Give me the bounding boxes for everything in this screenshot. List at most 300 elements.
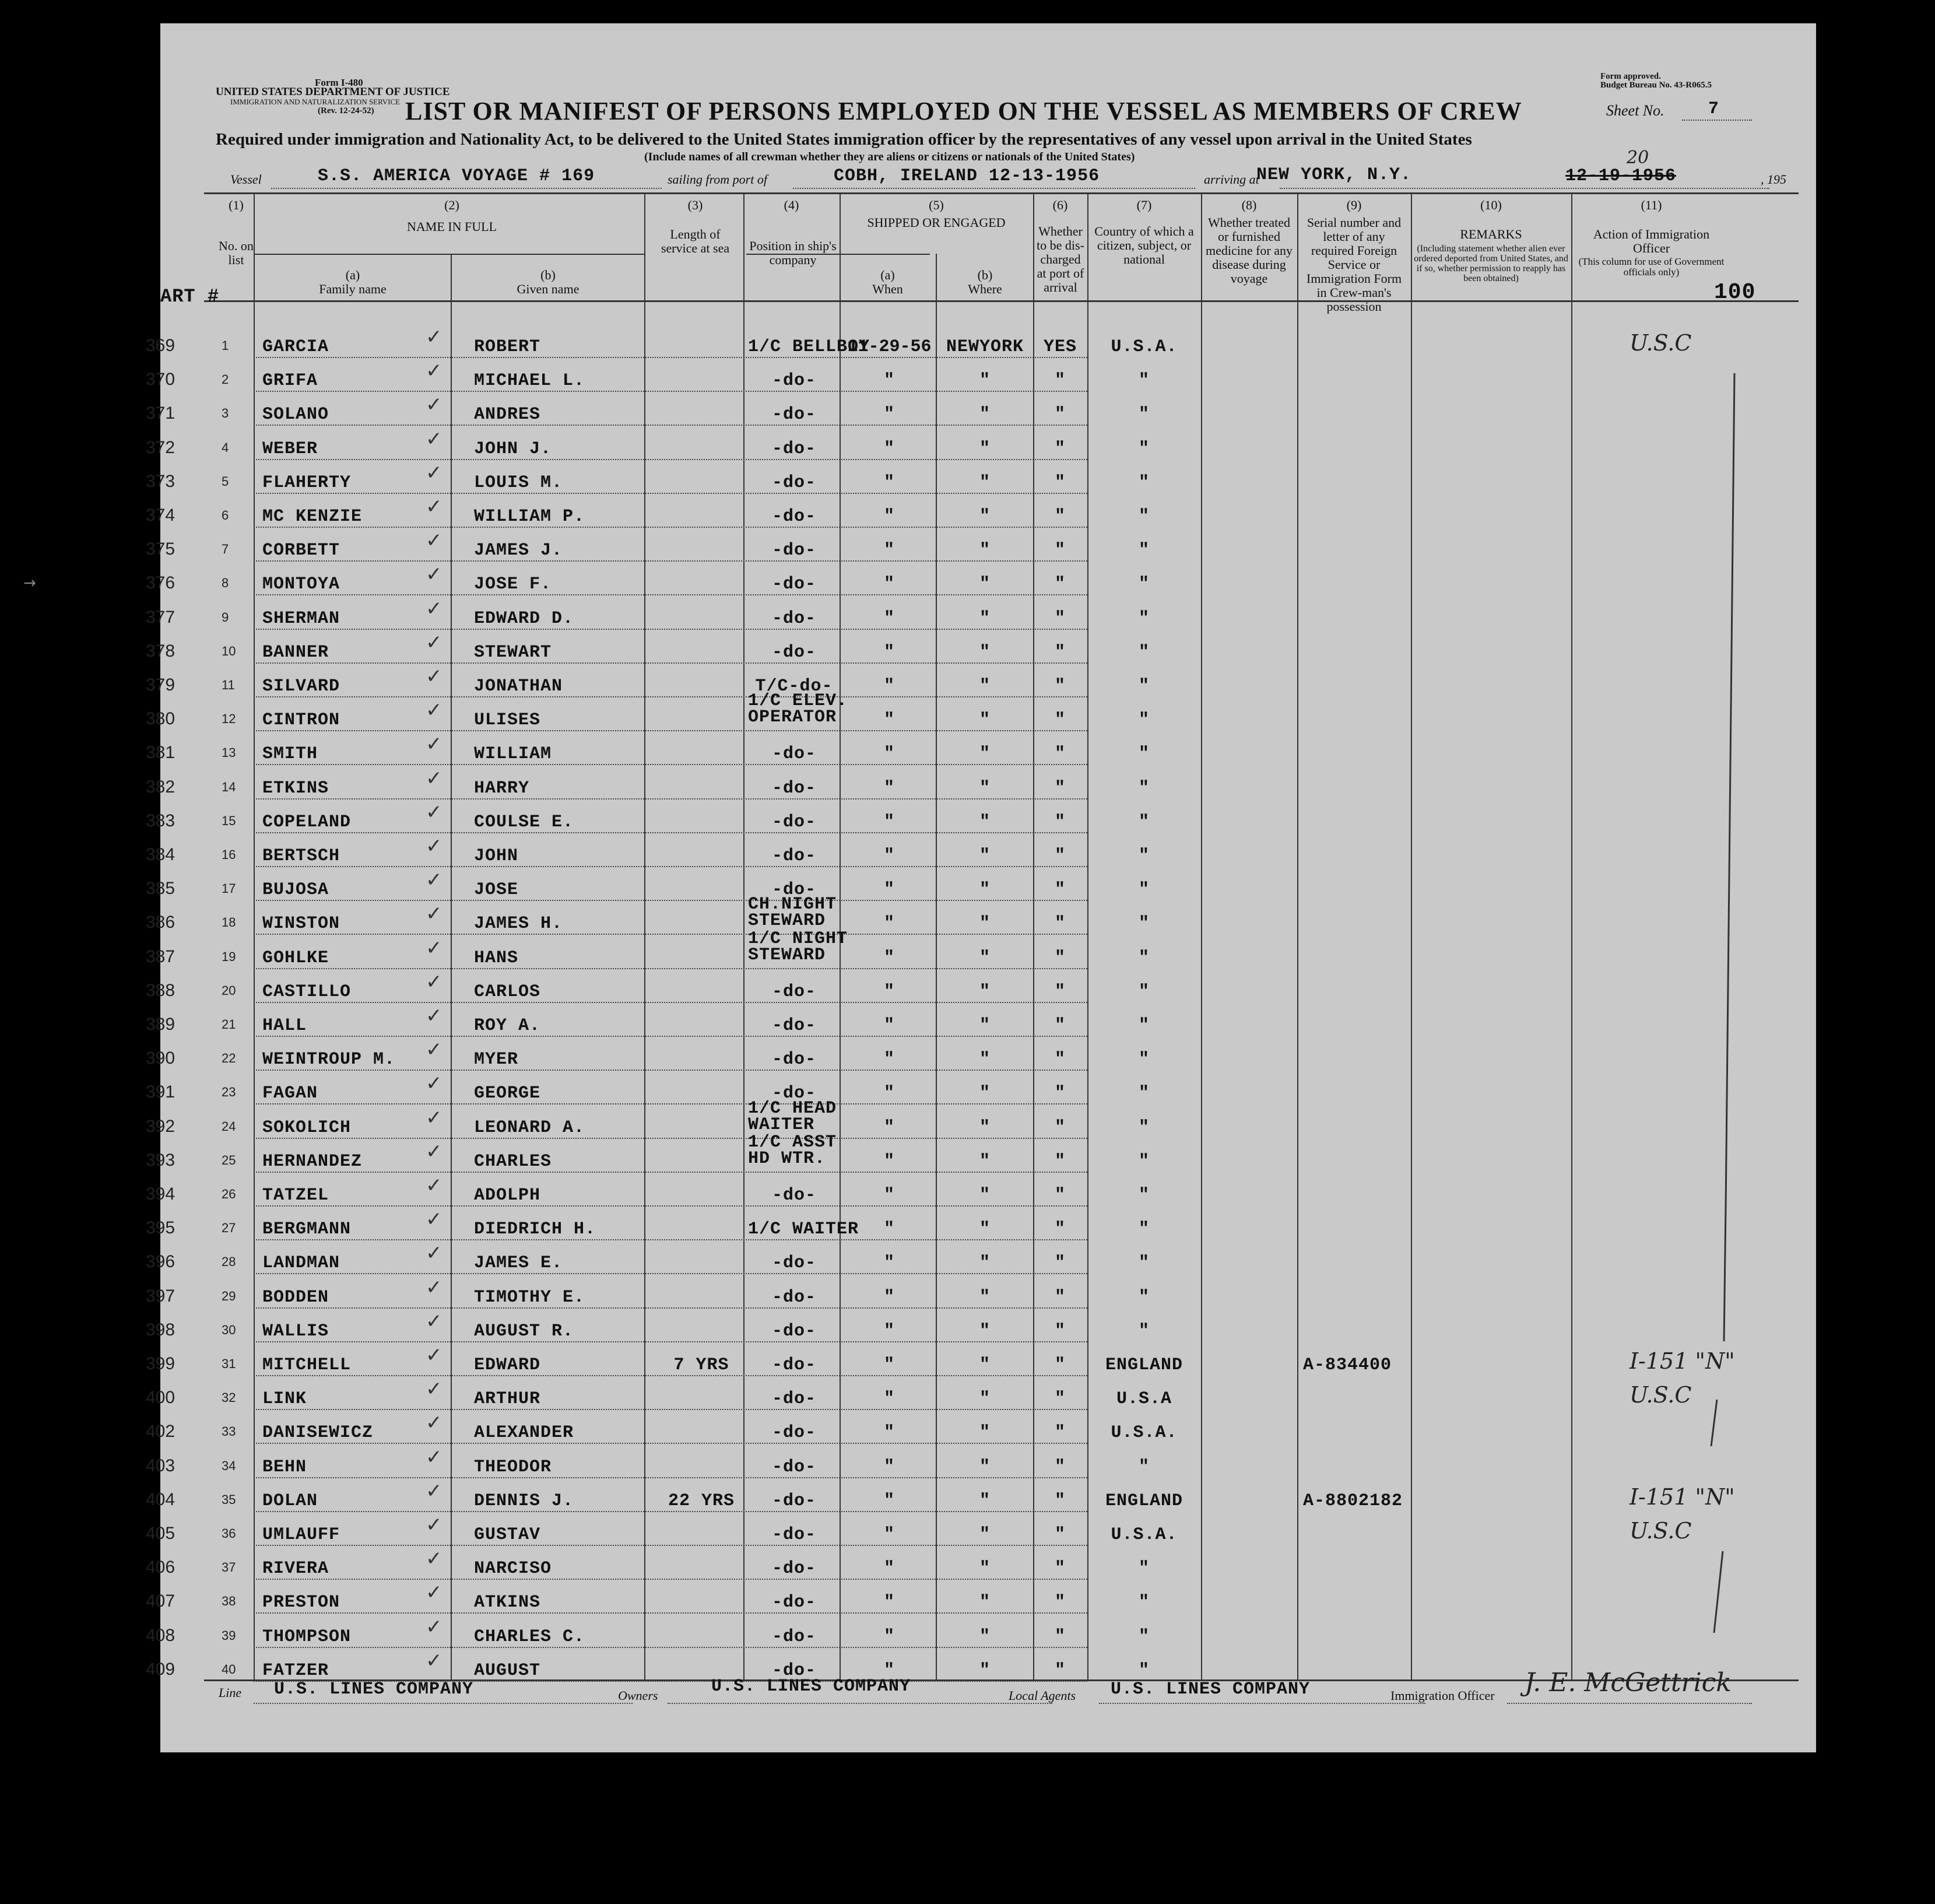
art-number: 397 xyxy=(146,1286,175,1306)
cell-country: " xyxy=(1138,1186,1150,1205)
cell-position: -do- xyxy=(771,439,816,459)
cell-where: " xyxy=(979,1151,991,1172)
col6-number: (6) xyxy=(1052,198,1068,212)
cell-given: CHARLES C. xyxy=(474,1626,585,1647)
cell-disch: " xyxy=(1054,405,1066,425)
cell-where: NEWYORK xyxy=(946,337,1024,357)
cell-disch: " xyxy=(1054,1355,1066,1375)
cell-disch: " xyxy=(1054,608,1066,629)
cell-when: " xyxy=(883,778,895,798)
art-number: 406 xyxy=(146,1558,175,1577)
cell-when: " xyxy=(883,405,895,425)
cell-disch: " xyxy=(1054,1593,1066,1613)
cell-family: FATZER xyxy=(262,1660,329,1681)
cell-action: U.S.C xyxy=(1630,1382,1692,1408)
cell-where: " xyxy=(979,812,991,832)
col1-number: (1) xyxy=(229,198,244,212)
art-number: 402 xyxy=(146,1422,175,1442)
cell-family: BUJOSA xyxy=(262,880,329,900)
cell-when: " xyxy=(883,1219,895,1240)
col5a-header: (a) When xyxy=(872,268,903,296)
check-mark-icon: ✓ xyxy=(426,766,443,790)
art-number: 388 xyxy=(146,980,175,1000)
col8-number: (8) xyxy=(1241,198,1257,212)
port-to: NEW YORK, N.Y. xyxy=(1256,165,1412,185)
cell-family: ETKINS xyxy=(262,778,329,798)
officer-label: Immigration Officer xyxy=(1390,1688,1495,1703)
cell-when: " xyxy=(883,812,895,832)
check-mark-icon: ✓ xyxy=(426,1581,443,1605)
cell-given: ROBERT xyxy=(474,337,541,357)
check-mark-icon: ✓ xyxy=(426,699,443,723)
check-mark-icon: ✓ xyxy=(426,495,443,518)
check-mark-icon: ✓ xyxy=(426,732,443,756)
cell-disch: " xyxy=(1054,914,1066,934)
check-mark-icon: ✓ xyxy=(426,1445,443,1469)
cell-when: " xyxy=(883,1626,895,1647)
cell-given: ULISES xyxy=(474,710,541,731)
cell-where: " xyxy=(979,914,991,934)
cell-given: JOSE xyxy=(474,880,519,900)
cell-family: MONTOYA xyxy=(262,574,340,595)
cell-position: 1/C WAITER xyxy=(748,1219,859,1240)
cell-country: " xyxy=(1138,405,1150,425)
cell-disch: YES xyxy=(1043,337,1077,357)
cell-disch: " xyxy=(1054,642,1066,662)
check-mark-icon: ✓ xyxy=(426,868,443,892)
cell-given: CHARLES xyxy=(474,1151,552,1172)
line-label: Line xyxy=(219,1685,242,1700)
cell-country: " xyxy=(1138,744,1150,765)
col5b-header: (b) Where xyxy=(968,268,1002,296)
cell-given: JOSE F. xyxy=(474,574,552,595)
cell-given: ALEXANDER xyxy=(474,1423,574,1443)
check-mark-icon: ✓ xyxy=(426,359,443,383)
cell-family: RIVERA xyxy=(262,1559,329,1579)
cell-position: -do- xyxy=(771,1559,816,1579)
cell-position: 1/C ELEV. OPERATOR xyxy=(748,691,848,728)
list-number: 38 xyxy=(222,1594,236,1609)
list-number: 28 xyxy=(222,1254,236,1270)
col11-note: (This column for use of Government officials only) xyxy=(1578,256,1725,278)
list-number: 32 xyxy=(222,1390,236,1405)
cell-disch: " xyxy=(1054,472,1066,493)
cell-position: -do- xyxy=(771,880,816,900)
cell-family: BODDEN xyxy=(262,1287,329,1307)
cell-country: " xyxy=(1138,1117,1150,1138)
vessel-label: Vessel xyxy=(230,172,262,187)
cell-country: " xyxy=(1138,472,1150,493)
cell-position: -do- xyxy=(771,608,816,629)
cell-where: " xyxy=(979,1423,991,1443)
list-number: 36 xyxy=(222,1526,236,1541)
cell-given: ATKINS xyxy=(474,1593,541,1613)
cell-given: WILLIAM P. xyxy=(474,507,585,527)
owners-label: Owners xyxy=(618,1688,658,1703)
cell-country: " xyxy=(1138,1457,1150,1477)
col1-header: No. on list xyxy=(219,239,254,267)
col5-header: SHIPPED OR ENGAGED xyxy=(867,215,1006,230)
check-mark-icon: ✓ xyxy=(426,1547,443,1571)
cell-given: ROY A. xyxy=(474,1016,541,1036)
cell-disch: " xyxy=(1054,1423,1066,1443)
cell-when: " xyxy=(883,1457,895,1477)
cell-disch: " xyxy=(1054,1219,1066,1240)
check-mark-icon: ✓ xyxy=(426,1106,443,1130)
cell-position: -do- xyxy=(771,1525,816,1545)
cell-given: DIEDRICH H. xyxy=(474,1219,596,1240)
cell-where: " xyxy=(979,371,991,391)
cell-position: -do- xyxy=(771,1016,816,1036)
cell-when: " xyxy=(883,1423,895,1443)
list-number: 30 xyxy=(222,1322,236,1337)
art-number: 379 xyxy=(146,675,175,695)
officer-signature: J. E. McGettrick xyxy=(1525,1668,1732,1698)
cell-country: " xyxy=(1138,914,1150,934)
art-number: 371 xyxy=(146,404,175,423)
col3-header: Length of service at sea xyxy=(661,227,730,255)
check-mark-icon: ✓ xyxy=(426,325,443,349)
cell-position: -do- xyxy=(771,1050,816,1070)
date-correction: 20 xyxy=(1627,148,1649,168)
cell-position: -do- xyxy=(771,1660,816,1681)
art-number: 392 xyxy=(146,1116,175,1136)
cell-disch: " xyxy=(1054,1525,1066,1545)
cell-position: -do- xyxy=(771,1186,816,1205)
cell-when: " xyxy=(883,1491,895,1511)
cell-given: MYER xyxy=(474,1050,519,1070)
check-mark-icon: ✓ xyxy=(426,1275,443,1299)
cell-family: MITCHELL xyxy=(262,1355,352,1375)
cell-country: " xyxy=(1138,710,1150,731)
art-number: 369 xyxy=(146,336,175,355)
col7-header: Country of which a citizen, subject, or national xyxy=(1094,224,1194,267)
cell-given: JAMES H. xyxy=(474,914,563,934)
cell-position: -do- xyxy=(771,507,816,527)
cell-position: -do- xyxy=(771,1626,816,1647)
list-number: 12 xyxy=(222,711,236,727)
cell-family: FAGAN xyxy=(262,1084,318,1104)
cell-position: -do- xyxy=(771,1287,816,1307)
cell-where: " xyxy=(979,778,991,798)
check-mark-icon: ✓ xyxy=(426,1139,443,1163)
cell-country: " xyxy=(1138,948,1150,968)
cell-country: " xyxy=(1138,676,1150,696)
cell-position: -do- xyxy=(771,744,816,765)
list-number: 40 xyxy=(222,1661,236,1677)
form-approved: Form approved. xyxy=(1600,72,1661,81)
instruction-note: (Include names of all crewman whether they are aliens or citizens or nationals of the United States) xyxy=(644,150,1135,163)
check-mark-icon: ✓ xyxy=(426,1411,443,1435)
cell-country: " xyxy=(1138,1593,1150,1613)
cell-country: U.S.A. xyxy=(1111,1423,1178,1443)
cell-disch: " xyxy=(1054,1016,1066,1036)
art-number: 395 xyxy=(146,1218,175,1238)
check-mark-icon: ✓ xyxy=(426,902,443,926)
art-number: 404 xyxy=(146,1489,175,1509)
cell-service: 22 YRS xyxy=(668,1491,735,1511)
cell-disch: " xyxy=(1054,1287,1066,1307)
cell-where: " xyxy=(979,676,991,696)
margin-arrow-icon: → xyxy=(23,574,36,592)
cell-where: " xyxy=(979,1016,991,1036)
cell-country: " xyxy=(1138,778,1150,798)
cell-where: " xyxy=(979,1117,991,1138)
cell-family: MC KENZIE xyxy=(262,507,363,527)
list-number: 27 xyxy=(222,1221,236,1236)
cell-given: AUGUST R. xyxy=(474,1321,574,1341)
cell-family: SILVARD xyxy=(262,676,340,696)
cell-given: JONATHAN xyxy=(474,676,563,696)
cell-country: " xyxy=(1138,1321,1150,1341)
cell-when: " xyxy=(883,642,895,662)
art-number: 372 xyxy=(146,437,175,457)
cell-where: " xyxy=(979,405,991,425)
art-number: 408 xyxy=(146,1625,175,1645)
art-number: 389 xyxy=(146,1015,175,1034)
cell-position: 1/C NIGHT STEWARD xyxy=(748,928,848,965)
cell-country: " xyxy=(1138,371,1150,391)
list-number: 22 xyxy=(222,1051,236,1066)
list-number: 7 xyxy=(222,542,229,557)
cell-disch: " xyxy=(1054,710,1066,731)
col5-number: (5) xyxy=(929,198,944,212)
list-number: 2 xyxy=(222,372,229,387)
cell-serial: A-8802182 xyxy=(1303,1491,1403,1511)
cell-where: " xyxy=(979,608,991,629)
cell-when: " xyxy=(883,472,895,493)
cell-where: " xyxy=(979,710,991,731)
cell-where: " xyxy=(979,1389,991,1409)
cell-position: -do- xyxy=(771,981,816,1002)
cell-position: -do- xyxy=(771,846,816,866)
cell-country: " xyxy=(1138,812,1150,832)
cell-where: " xyxy=(979,744,991,765)
cell-family: GARCIA xyxy=(262,337,329,357)
check-mark-icon: ✓ xyxy=(426,936,443,960)
cell-family: DANISEWICZ xyxy=(262,1423,374,1443)
cell-disch: " xyxy=(1054,744,1066,765)
col3-number: (3) xyxy=(687,198,703,212)
cell-given: JAMES J. xyxy=(474,541,563,561)
cell-when: " xyxy=(883,1016,895,1036)
cell-when: " xyxy=(883,574,895,595)
art-number: 376 xyxy=(146,573,175,593)
cell-when: " xyxy=(883,1084,895,1104)
art-number: 386 xyxy=(146,913,175,932)
col4-header: Position in ship's company xyxy=(749,239,837,267)
cell-position: 1/C BELLBOY xyxy=(748,337,870,357)
cell-position: -do- xyxy=(771,405,816,425)
cell-where: " xyxy=(979,1084,991,1104)
cell-when: " xyxy=(883,1050,895,1070)
col9-header: Serial number and letter of any required Foreign Service or Immigration Form in Crew-man's possession xyxy=(1306,215,1402,314)
action-column-marks xyxy=(1571,303,1758,1679)
col2-number: (2) xyxy=(444,198,459,212)
cell-given: GEORGE xyxy=(474,1084,541,1104)
cell-given: JOHN J. xyxy=(474,439,552,459)
cell-when: " xyxy=(883,1593,895,1613)
cell-given: CARLOS xyxy=(474,981,541,1002)
cell-country: " xyxy=(1138,574,1150,595)
cell-given: MICHAEL L. xyxy=(474,371,585,391)
cell-when: " xyxy=(883,371,895,391)
cell-family: SHERMAN xyxy=(262,608,340,629)
cell-position: T/C-do- xyxy=(755,676,833,696)
port-from: COBH, IRELAND 12-13-1956 xyxy=(834,166,1100,186)
cell-given: JOHN xyxy=(474,846,519,866)
cell-position: -do- xyxy=(771,1593,816,1613)
page-title: LIST OR MANIFEST OF PERSONS EMPLOYED ON THE VESSEL AS MEMBERS OF CREW xyxy=(405,97,1522,125)
cell-family: FLAHERTY xyxy=(262,472,352,493)
check-mark-icon: ✓ xyxy=(426,834,443,858)
check-mark-icon: ✓ xyxy=(426,1615,443,1639)
cell-position: -do- xyxy=(771,1084,816,1104)
cell-where: " xyxy=(979,439,991,459)
check-mark-icon: ✓ xyxy=(426,393,443,417)
cell-where: " xyxy=(979,981,991,1002)
col11-header: Action of Immigration Officer xyxy=(1593,227,1710,255)
art-number: 382 xyxy=(146,777,175,797)
art-number: 393 xyxy=(146,1150,175,1170)
list-number: 20 xyxy=(222,983,236,998)
cell-disch: " xyxy=(1054,676,1066,696)
art-header: ART # xyxy=(160,286,220,307)
cell-family: PRESTON xyxy=(262,1593,340,1613)
cell-when: " xyxy=(883,1253,895,1274)
col11-number: (11) xyxy=(1641,198,1662,212)
cell-disch: " xyxy=(1054,1559,1066,1579)
cell-family: GRIFA xyxy=(262,371,318,391)
cell-position: -do- xyxy=(771,1491,816,1511)
cell-when: " xyxy=(883,676,895,696)
cell-disch: " xyxy=(1054,507,1066,527)
cell-where: " xyxy=(979,1355,991,1375)
cell-given: TIMOTHY E. xyxy=(474,1287,585,1307)
cell-family: COPELAND xyxy=(262,812,352,832)
list-number: 4 xyxy=(222,440,229,455)
department: UNITED STATES DEPARTMENT OF JUSTICE xyxy=(216,86,450,98)
cell-position: -do- xyxy=(771,1321,816,1341)
cell-disch: " xyxy=(1054,1050,1066,1070)
cell-country: " xyxy=(1138,642,1150,662)
cell-where: " xyxy=(979,472,991,493)
art-number: 375 xyxy=(146,539,175,559)
cell-country: " xyxy=(1138,1253,1150,1274)
vessel-name: S.S. AMERICA VOYAGE # 169 xyxy=(318,166,595,186)
cell-where: " xyxy=(979,1253,991,1274)
cell-when: " xyxy=(883,1287,895,1307)
cell-country: " xyxy=(1138,1660,1150,1681)
list-number: 25 xyxy=(222,1152,236,1167)
cell-country: " xyxy=(1138,1626,1150,1647)
art-number: 385 xyxy=(146,879,175,899)
cell-disch: " xyxy=(1054,1253,1066,1274)
check-mark-icon: ✓ xyxy=(426,461,443,485)
cell-position: -do- xyxy=(771,1355,816,1375)
art-number: 390 xyxy=(146,1049,175,1068)
cell-when: " xyxy=(883,710,895,731)
list-number: 5 xyxy=(222,474,229,489)
cell-family: SOLANO xyxy=(262,405,329,425)
cell-when: " xyxy=(883,507,895,527)
col10-number: (10) xyxy=(1480,198,1502,212)
list-number: 15 xyxy=(222,813,236,828)
col10-note: (Including statement whether alien ever ordered deported from United States, and if so, whether permission to reapply has been obtained) xyxy=(1414,244,1568,283)
list-number: 23 xyxy=(222,1085,236,1100)
list-number: 33 xyxy=(222,1424,236,1439)
cell-position: -do- xyxy=(771,642,816,662)
list-number: 39 xyxy=(222,1628,236,1643)
cell-disch: " xyxy=(1054,778,1066,798)
cell-position: 1/C ASST HD WTR. xyxy=(748,1132,837,1169)
col2-header: NAME IN FULL xyxy=(407,219,497,234)
art-number: 407 xyxy=(146,1591,175,1611)
cell-country: U.S.A. xyxy=(1111,337,1178,357)
list-number: 34 xyxy=(222,1458,236,1473)
service: IMMIGRATION AND NATURALIZATION SERVICE xyxy=(230,97,401,106)
cell-where: " xyxy=(979,1525,991,1545)
cell-disch: " xyxy=(1054,812,1066,832)
col6-header: Whether to be dis-charged at port of arrival xyxy=(1037,224,1084,294)
art-number: 384 xyxy=(146,845,175,864)
cell-position: -do- xyxy=(771,371,816,391)
cell-given: EDWARD D. xyxy=(474,608,574,629)
cell-disch: " xyxy=(1054,981,1066,1002)
cell-family: CASTILLO xyxy=(262,981,352,1002)
sheet-number: 7 xyxy=(1708,99,1720,119)
art-number: 377 xyxy=(146,607,175,627)
cell-position: -do- xyxy=(771,1423,816,1443)
art-number: 400 xyxy=(146,1388,175,1408)
art-number: 380 xyxy=(146,709,175,729)
cell-disch: " xyxy=(1054,371,1066,391)
cell-when: " xyxy=(883,1389,895,1409)
check-mark-icon: ✓ xyxy=(426,1004,443,1028)
list-number: 35 xyxy=(222,1492,236,1507)
cell-family: BERGMANN xyxy=(262,1219,352,1240)
cell-when: " xyxy=(883,744,895,765)
cell-country: " xyxy=(1138,1016,1150,1036)
check-mark-icon: ✓ xyxy=(426,563,443,587)
art-number: 370 xyxy=(146,370,175,390)
art-number: 394 xyxy=(146,1184,175,1204)
manifest-sheet xyxy=(146,23,1816,1752)
crew-count: 100 xyxy=(1714,280,1756,305)
cell-where: " xyxy=(979,507,991,527)
cell-where: " xyxy=(979,948,991,968)
cell-when: " xyxy=(883,1151,895,1172)
cell-given: JAMES E. xyxy=(474,1253,563,1274)
cell-country: " xyxy=(1138,1219,1150,1240)
cell-when: " xyxy=(883,880,895,900)
cell-country: " xyxy=(1138,846,1150,866)
sailing-label: sailing from port of xyxy=(668,172,767,187)
cell-disch: " xyxy=(1054,574,1066,595)
check-mark-icon: ✓ xyxy=(426,427,443,451)
cell-family: UMLAUFF xyxy=(262,1525,340,1545)
cell-given: AUGUST xyxy=(474,1660,541,1681)
list-number: 3 xyxy=(222,406,229,421)
cell-when: " xyxy=(883,914,895,934)
cell-given: THEODOR xyxy=(474,1457,552,1477)
list-number: 21 xyxy=(222,1017,236,1032)
cell-family: WEBER xyxy=(262,439,318,459)
cell-country: " xyxy=(1138,1559,1150,1579)
check-mark-icon: ✓ xyxy=(426,1309,443,1333)
list-number: 11 xyxy=(222,678,235,692)
cell-when: " xyxy=(883,1321,895,1341)
